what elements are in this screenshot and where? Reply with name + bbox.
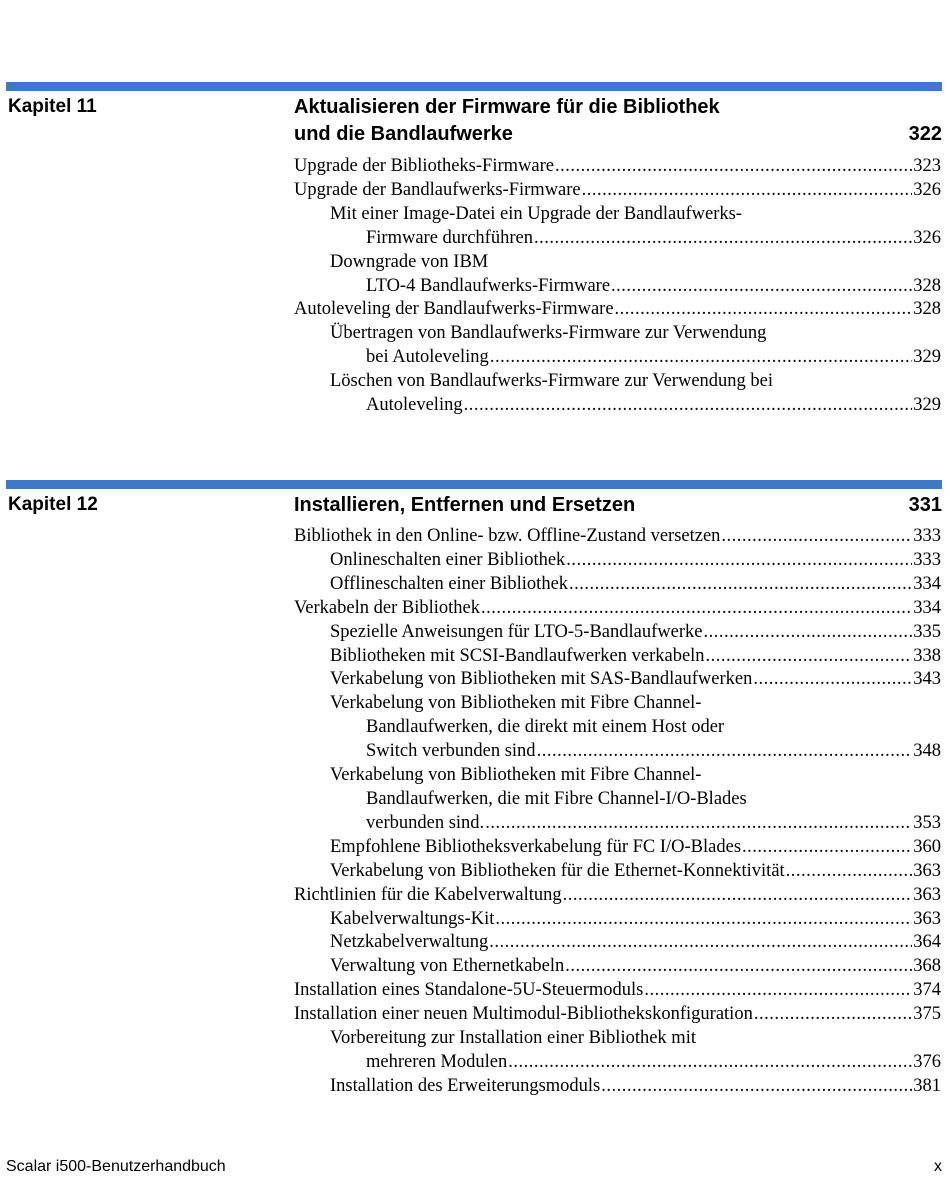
dot-leader — [464, 394, 913, 418]
toc-page-number: 374 — [913, 980, 941, 1001]
dot-leader — [508, 1051, 912, 1075]
chapter-12-toc — [294, 525, 941, 1099]
toc-page-number: 334 — [913, 573, 941, 594]
toc-entry-text: Richtlinien für die Kabelverwaltung — [294, 884, 562, 905]
chapter-divider-bar — [6, 82, 942, 91]
toc-page-number: 375 — [913, 1004, 941, 1025]
dot-leader — [495, 908, 912, 932]
toc-entry-text: Bibliothek in den Online- bzw. Offline-Zustand versetzen — [294, 526, 721, 546]
toc-entry-text: Autoleveling — [366, 395, 463, 416]
toc-entry-text: Installation des Erweiterungsmoduls — [330, 1075, 601, 1096]
toc-page-number: 329 — [913, 395, 941, 416]
toc-entry[interactable] — [294, 1075, 941, 1099]
toc-entry-text: Bandlaufwerken, die direkt mit einem Host oder — [366, 717, 725, 738]
chapter-title — [294, 94, 942, 148]
toc-page-number: 343 — [913, 669, 941, 690]
toc-entry[interactable] — [294, 955, 941, 979]
toc-entry[interactable] — [294, 322, 941, 370]
toc-entry[interactable] — [294, 692, 941, 764]
toc-entry[interactable] — [294, 203, 941, 251]
toc-page-number: 335 — [913, 621, 941, 642]
chapter-divider-bar — [6, 480, 942, 489]
toc-entry-text: Installation eines Standalone-5U-Steuermoduls — [294, 980, 644, 1001]
toc-entry-text: Bandlaufwerken, die mit Fibre Channel-I/O-Blades — [366, 788, 747, 809]
toc-entry-text: Spezielle Anweisungen für LTO-5-Bandlaufwerke — [330, 621, 703, 642]
dot-leader — [644, 979, 912, 1003]
footer-page-number: x — [934, 1158, 942, 1175]
toc-entry-text: Mit einer Image-Datei ein Upgrade der Bandlaufwerks- — [330, 203, 742, 224]
dot-leader — [706, 645, 913, 669]
dot-leader — [753, 668, 912, 692]
toc-entry[interactable] — [294, 525, 941, 549]
toc-page-number: 333 — [913, 549, 941, 570]
chapter-title-line: Installieren, Entfernen und Ersetzen — [294, 494, 636, 516]
toc-entry[interactable] — [294, 179, 941, 203]
toc-entry-text: verbunden sind. — [366, 812, 485, 833]
toc-entry-text: Vorbereitung zur Installation einer Bibliothek mit — [330, 1028, 696, 1049]
chapter-11-header — [6, 82, 942, 145]
toc-entry-text: Verkabeln der Bibliothek — [294, 597, 480, 618]
dot-leader — [537, 740, 913, 764]
toc-page-number: 364 — [913, 932, 941, 953]
toc-entry[interactable] — [294, 908, 941, 932]
toc-entry[interactable] — [294, 668, 941, 692]
footer-title: Scalar i500-Benutzerhandbuch — [6, 1158, 226, 1175]
toc-page-number: 348 — [913, 741, 941, 762]
toc-page-number: 360 — [913, 836, 941, 857]
toc-page-number: 326 — [913, 227, 941, 248]
dot-leader — [786, 860, 913, 884]
chapter-title-line: Aktualisieren der Firmware für die Bibliothek — [294, 96, 720, 118]
chapter-label: Kapitel 12 — [8, 494, 98, 515]
toc-entry[interactable] — [294, 597, 941, 621]
toc-entry[interactable] — [294, 298, 941, 322]
toc-entry[interactable] — [294, 1003, 941, 1027]
dot-leader — [569, 573, 912, 597]
dot-leader — [721, 525, 912, 549]
chapter-title-line: und die Bandlaufwerke — [294, 123, 513, 145]
chapter-title — [294, 492, 942, 519]
toc-entry[interactable] — [294, 573, 941, 597]
toc-entry-text: Netzkabelverwaltung — [330, 932, 489, 953]
toc-entry-text: Verkabelung von Bibliotheken mit Fibre Channel- — [330, 765, 702, 786]
toc-entry-text: Löschen von Bandlaufwerks-Firmware zur Verwendung bei — [330, 371, 774, 392]
dot-leader — [566, 549, 912, 573]
toc-page-number: 353 — [913, 812, 941, 833]
toc-entry-text: LTO-4 Bandlaufwerks-Firmware — [366, 275, 611, 296]
toc-entry-text: Verkabelung von Bibliotheken mit Fibre Channel- — [330, 693, 702, 714]
toc-page-number: 338 — [913, 645, 941, 666]
dot-leader — [563, 884, 913, 908]
chapter-11-toc — [294, 155, 941, 418]
toc-entry[interactable] — [294, 621, 941, 645]
toc-entry[interactable] — [294, 979, 941, 1003]
toc-page-number: 326 — [913, 179, 941, 200]
toc-entry-text: Installation einer neuen Multimodul-Bibliothekskonfiguration — [294, 1004, 753, 1025]
toc-entry-text: Übertragen von Bandlaufwerks-Firmware zur Verwendung — [330, 323, 767, 344]
toc-page-number: 376 — [913, 1051, 941, 1072]
toc-entry-text: Downgrade von IBM — [330, 251, 489, 272]
dot-leader — [555, 155, 912, 179]
dot-leader — [485, 812, 912, 836]
chapter-page-number: 322 — [908, 123, 942, 145]
toc-page-number: 328 — [913, 299, 941, 320]
dot-leader — [565, 955, 912, 979]
toc-entry-text: mehreren Modulen — [366, 1051, 508, 1072]
toc-entry[interactable] — [294, 836, 941, 860]
dot-leader — [601, 1075, 912, 1099]
toc-page-number: 323 — [913, 156, 941, 176]
dot-leader — [611, 275, 912, 299]
chapter-page-number: 331 — [908, 494, 942, 516]
toc-entry-text: Autoleveling der Bandlaufwerks-Firmware — [294, 299, 614, 320]
toc-entry-text: Empfohlene Bibliotheksverkabelung für FC I/O-Blades — [330, 836, 742, 857]
toc-entry-text: Upgrade der Bibliotheks-Firmware — [294, 156, 554, 176]
toc-entry[interactable] — [294, 645, 941, 669]
dot-leader — [742, 836, 912, 860]
toc-entry-text: Verwaltung von Ethernetkabeln — [330, 956, 565, 977]
toc-entry[interactable] — [294, 860, 941, 884]
toc-entry[interactable] — [294, 549, 941, 573]
chapter-12-header — [6, 480, 942, 516]
toc-page-number: 363 — [913, 860, 941, 881]
toc-entry[interactable] — [294, 1027, 941, 1075]
toc-page-number: 381 — [913, 1075, 941, 1096]
toc-entry[interactable] — [294, 931, 941, 955]
toc-page-number: 363 — [913, 884, 941, 905]
toc-page-number: 363 — [913, 908, 941, 929]
toc-page-number: 328 — [913, 275, 941, 296]
toc-entry-text: Bibliotheken mit SCSI-Bandlaufwerken verkabeln — [330, 645, 705, 666]
toc-entry[interactable] — [294, 764, 941, 836]
toc-entry-text: Verkabelung von Bibliotheken mit SAS-Bandlaufwerken — [330, 669, 753, 690]
dot-leader — [754, 1003, 912, 1027]
toc-entry-text: Onlineschalten einer Bibliothek — [330, 549, 566, 570]
toc-entry[interactable] — [294, 155, 941, 179]
dot-leader — [534, 227, 912, 251]
dot-leader — [489, 931, 912, 955]
toc-entry-text: Upgrade der Bandlaufwerks-Firmware — [294, 179, 581, 200]
toc-entry-text: Kabelverwaltungs-Kit — [330, 908, 495, 929]
toc-entry-text: Verkabelung von Bibliotheken für die Ethernet-Konnektivität — [330, 860, 785, 881]
dot-leader — [481, 597, 912, 621]
toc-page-number: 334 — [913, 597, 941, 618]
dot-leader — [490, 346, 912, 370]
chapter-label: Kapitel 11 — [8, 96, 97, 117]
toc-entry-text: Switch verbunden sind — [366, 741, 536, 762]
dot-leader — [703, 621, 912, 645]
dot-leader — [582, 179, 913, 203]
dot-leader — [615, 298, 913, 322]
toc-entry-text: Offlineschalten einer Bibliothek — [330, 573, 569, 594]
toc-entry[interactable] — [294, 884, 941, 908]
toc-entry-text: Firmware durchführen — [366, 227, 533, 248]
toc-page-number: 333 — [913, 526, 941, 546]
toc-entry[interactable] — [294, 370, 941, 418]
toc-entry-text: bei Autoleveling — [366, 347, 489, 368]
toc-page-number: 368 — [913, 956, 941, 977]
toc-page-number: 329 — [913, 347, 941, 368]
toc-entry[interactable] — [294, 251, 941, 299]
